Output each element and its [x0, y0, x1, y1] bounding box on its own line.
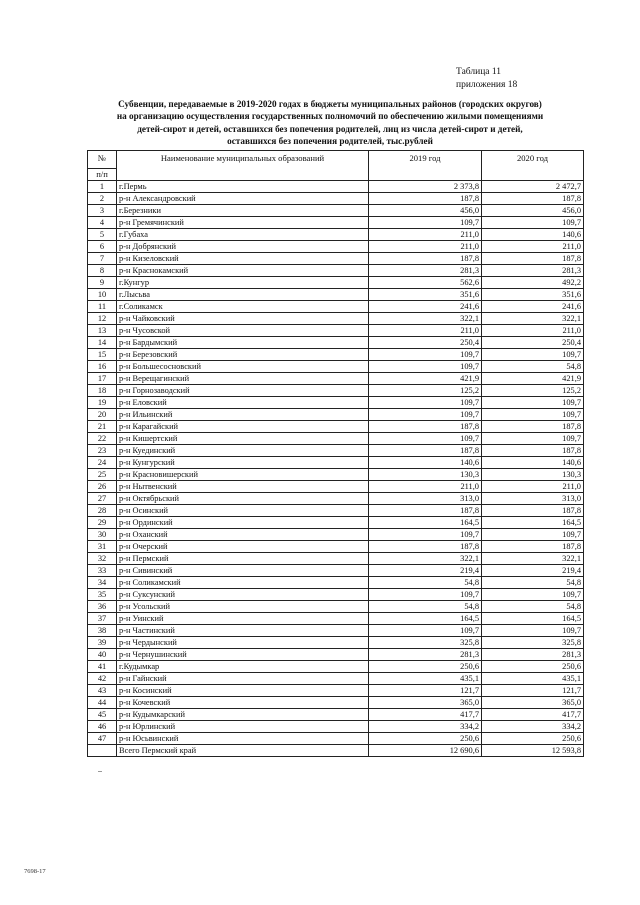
document-title — [92, 98, 568, 148]
table-row — [88, 265, 584, 277]
row-number: 12 — [88, 313, 117, 325]
row-number: 40 — [88, 649, 117, 661]
row-municipality: р-н Ильинский — [117, 409, 369, 421]
document-code: 7698-17 — [24, 868, 46, 875]
row-amount-2020: 187,8 — [482, 253, 584, 265]
row-number: 35 — [88, 589, 117, 601]
row-amount-2019: 2 373,8 — [369, 181, 482, 193]
row-amount-2019: 281,3 — [369, 649, 482, 661]
table-row — [88, 337, 584, 349]
row-municipality: г.Кунгур — [117, 277, 369, 289]
row-number: 21 — [88, 421, 117, 433]
row-number: 22 — [88, 433, 117, 445]
row-municipality: р-н Уинский — [117, 613, 369, 625]
row-amount-2020: 219,4 — [482, 565, 584, 577]
row-amount-2020: 187,8 — [482, 505, 584, 517]
row-amount-2019: 417,7 — [369, 709, 482, 721]
table-row — [88, 385, 584, 397]
row-number: 14 — [88, 337, 117, 349]
row-municipality: р-н Октябрьский — [117, 493, 369, 505]
row-amount-2019: 211,0 — [369, 325, 482, 337]
table-row — [88, 565, 584, 577]
row-amount-2019: 109,7 — [369, 625, 482, 637]
row-municipality: р-н Большесосновский — [117, 361, 369, 373]
table-row — [88, 253, 584, 265]
row-amount-2020: 54,8 — [482, 361, 584, 373]
row-amount-2020: 281,3 — [482, 265, 584, 277]
row-number: 24 — [88, 457, 117, 469]
table-row — [88, 457, 584, 469]
row-amount-2020: 54,8 — [482, 601, 584, 613]
row-municipality: г.Соликамск — [117, 301, 369, 313]
row-number: 1 — [88, 181, 117, 193]
row-number: 5 — [88, 229, 117, 241]
row-number: 42 — [88, 673, 117, 685]
row-amount-2019: 109,7 — [369, 433, 482, 445]
subsidy-table — [87, 150, 584, 757]
row-amount-2020: 109,7 — [482, 349, 584, 361]
row-amount-2019: 164,5 — [369, 517, 482, 529]
row-amount-2019: 109,7 — [369, 361, 482, 373]
row-amount-2019: 325,8 — [369, 637, 482, 649]
row-amount-2019: 130,3 — [369, 469, 482, 481]
row-amount-2020: 322,1 — [482, 313, 584, 325]
row-amount-2020: 109,7 — [482, 589, 584, 601]
table-row — [88, 613, 584, 625]
row-number: 9 — [88, 277, 117, 289]
row-municipality: р-н Карагайский — [117, 421, 369, 433]
row-amount-2019: 109,7 — [369, 409, 482, 421]
row-amount-2019: 187,8 — [369, 421, 482, 433]
table-row — [88, 397, 584, 409]
row-municipality: р-н Чайковский — [117, 313, 369, 325]
row-amount-2019: 322,1 — [369, 553, 482, 565]
row-amount-2020: 109,7 — [482, 397, 584, 409]
table-row — [88, 697, 584, 709]
row-amount-2020: 109,7 — [482, 217, 584, 229]
row-number: 23 — [88, 445, 117, 457]
row-number: 43 — [88, 685, 117, 697]
row-amount-2019: 109,7 — [369, 529, 482, 541]
row-municipality: г.Пермь — [117, 181, 369, 193]
table-row — [88, 505, 584, 517]
table-row — [88, 421, 584, 433]
row-municipality: р-н Нытвенский — [117, 481, 369, 493]
header-name: Наименование муниципальных образований — [117, 151, 369, 181]
row-amount-2020: 492,2 — [482, 277, 584, 289]
row-amount-2020: 187,8 — [482, 541, 584, 553]
table-row — [88, 685, 584, 697]
row-municipality: р-н Юсьвинский — [117, 733, 369, 745]
row-number: 11 — [88, 301, 117, 313]
row-number: 46 — [88, 721, 117, 733]
row-municipality: р-н Гайнский — [117, 673, 369, 685]
row-amount-2019: 187,8 — [369, 541, 482, 553]
row-number: 10 — [88, 289, 117, 301]
table-row — [88, 577, 584, 589]
row-amount-2020: 140,6 — [482, 229, 584, 241]
row-number: 28 — [88, 505, 117, 517]
row-amount-2019: 456,0 — [369, 205, 482, 217]
row-amount-2020: 187,8 — [482, 445, 584, 457]
row-amount-2019: 109,7 — [369, 589, 482, 601]
row-amount-2019: 164,5 — [369, 613, 482, 625]
title-line-4: оставшихся без попечения родителей, тыс.рублей — [227, 136, 433, 147]
row-number: 33 — [88, 565, 117, 577]
row-amount-2020: 351,6 — [482, 289, 584, 301]
table-row — [88, 373, 584, 385]
row-amount-2019: 351,6 — [369, 289, 482, 301]
row-municipality: р-н Еловский — [117, 397, 369, 409]
row-amount-2019: 121,7 — [369, 685, 482, 697]
table-row — [88, 589, 584, 601]
row-amount-2019: 109,7 — [369, 397, 482, 409]
row-amount-2019: 187,8 — [369, 505, 482, 517]
row-number: 6 — [88, 241, 117, 253]
row-municipality: р-н Верещагинский — [117, 373, 369, 385]
table-row — [88, 205, 584, 217]
table-row — [88, 517, 584, 529]
row-number: 41 — [88, 661, 117, 673]
row-municipality: р-н Березовский — [117, 349, 369, 361]
table-row — [88, 289, 584, 301]
row-municipality: р-н Сивинский — [117, 565, 369, 577]
table-number: Таблица 11 — [456, 67, 502, 77]
row-amount-2019: 562,6 — [369, 277, 482, 289]
row-number: 39 — [88, 637, 117, 649]
row-municipality: г.Березники — [117, 205, 369, 217]
row-amount-2019: 187,8 — [369, 445, 482, 457]
row-municipality: р-н Чердынский — [117, 637, 369, 649]
row-municipality: р-н Суксунский — [117, 589, 369, 601]
total-2020: 12 593,8 — [482, 745, 584, 757]
table-row — [88, 349, 584, 361]
row-amount-2020: 421,9 — [482, 373, 584, 385]
row-amount-2019: 211,0 — [369, 241, 482, 253]
table-body — [88, 181, 584, 757]
row-amount-2019: 334,2 — [369, 721, 482, 733]
row-number: 2 — [88, 193, 117, 205]
total-number — [88, 745, 117, 757]
row-number: 18 — [88, 385, 117, 397]
row-municipality: р-н Чусовской — [117, 325, 369, 337]
row-amount-2020: 250,6 — [482, 661, 584, 673]
table-row — [88, 529, 584, 541]
table-row — [88, 325, 584, 337]
row-amount-2019: 219,4 — [369, 565, 482, 577]
row-amount-2020: 241,6 — [482, 301, 584, 313]
margin-mark — [98, 771, 102, 772]
header-num: № — [88, 151, 117, 169]
row-number: 34 — [88, 577, 117, 589]
row-amount-2020: 109,7 — [482, 625, 584, 637]
title-line-2: на организацию осуществления государственных полномочий по обеспечению жилыми помещениями — [116, 111, 544, 122]
row-municipality: р-н Частинский — [117, 625, 369, 637]
appendix-number: приложения 18 — [456, 79, 518, 90]
table-row — [88, 481, 584, 493]
table-row — [88, 493, 584, 505]
row-municipality: р-н Осинский — [117, 505, 369, 517]
table-row — [88, 181, 584, 193]
table-row — [88, 649, 584, 661]
row-municipality: р-н Бардымский — [117, 337, 369, 349]
row-amount-2020: 365,0 — [482, 697, 584, 709]
row-municipality: р-н Соликамский — [117, 577, 369, 589]
row-amount-2020: 211,0 — [482, 241, 584, 253]
total-row — [88, 745, 584, 757]
table-row — [88, 277, 584, 289]
row-number: 7 — [88, 253, 117, 265]
table-row — [88, 553, 584, 565]
row-number: 44 — [88, 697, 117, 709]
table-row — [88, 445, 584, 457]
row-amount-2020: 417,7 — [482, 709, 584, 721]
header-num-sub: п/п — [88, 169, 117, 181]
row-number: 47 — [88, 733, 117, 745]
row-amount-2020: 313,0 — [482, 493, 584, 505]
row-number: 27 — [88, 493, 117, 505]
row-municipality: р-н Чернушинский — [117, 649, 369, 661]
table-row — [88, 637, 584, 649]
row-amount-2020: 109,7 — [482, 529, 584, 541]
row-amount-2019: 241,6 — [369, 301, 482, 313]
row-amount-2020: 109,7 — [482, 409, 584, 421]
table-row — [88, 625, 584, 637]
table-row — [88, 193, 584, 205]
row-municipality: р-н Кочевский — [117, 697, 369, 709]
row-amount-2019: 250,6 — [369, 661, 482, 673]
table-row — [88, 733, 584, 745]
row-number: 3 — [88, 205, 117, 217]
row-amount-2019: 187,8 — [369, 193, 482, 205]
row-amount-2020: 187,8 — [482, 421, 584, 433]
row-amount-2020: 250,6 — [482, 733, 584, 745]
row-municipality: р-н Горнозаводский — [117, 385, 369, 397]
row-number: 20 — [88, 409, 117, 421]
table-row — [88, 229, 584, 241]
row-municipality: р-н Кизеловский — [117, 253, 369, 265]
row-municipality: р-н Ординский — [117, 517, 369, 529]
row-number: 8 — [88, 265, 117, 277]
table-row — [88, 709, 584, 721]
row-municipality: р-н Косинский — [117, 685, 369, 697]
row-amount-2019: 250,6 — [369, 733, 482, 745]
row-municipality: р-н Александровский — [117, 193, 369, 205]
row-amount-2020: 54,8 — [482, 577, 584, 589]
row-amount-2019: 125,2 — [369, 385, 482, 397]
row-municipality: р-н Пермский — [117, 553, 369, 565]
row-number: 45 — [88, 709, 117, 721]
row-number: 37 — [88, 613, 117, 625]
row-amount-2020: 322,1 — [482, 553, 584, 565]
row-number: 13 — [88, 325, 117, 337]
row-amount-2019: 435,1 — [369, 673, 482, 685]
table-row — [88, 541, 584, 553]
table-row — [88, 361, 584, 373]
table-row — [88, 661, 584, 673]
row-amount-2020: 456,0 — [482, 205, 584, 217]
row-municipality: р-н Кунгурский — [117, 457, 369, 469]
table-row — [88, 433, 584, 445]
row-amount-2019: 322,1 — [369, 313, 482, 325]
table-row — [88, 241, 584, 253]
row-amount-2020: 281,3 — [482, 649, 584, 661]
row-amount-2020: 250,4 — [482, 337, 584, 349]
table-row — [88, 217, 584, 229]
row-amount-2019: 211,0 — [369, 481, 482, 493]
title-line-1: Субвенции, передаваемые в 2019-2020 годах в бюджеты муниципальных районов (городских округов) — [118, 99, 542, 109]
row-amount-2020: 164,5 — [482, 613, 584, 625]
row-amount-2019: 140,6 — [369, 457, 482, 469]
row-number: 31 — [88, 541, 117, 553]
total-2019: 12 690,6 — [369, 745, 482, 757]
table-row — [88, 409, 584, 421]
row-municipality: р-н Гремячинский — [117, 217, 369, 229]
row-number: 26 — [88, 481, 117, 493]
row-municipality: р-н Юрлинский — [117, 721, 369, 733]
row-amount-2019: 109,7 — [369, 349, 482, 361]
row-amount-2019: 54,8 — [369, 577, 482, 589]
row-municipality: р-н Оханский — [117, 529, 369, 541]
row-amount-2020: 325,8 — [482, 637, 584, 649]
row-amount-2019: 109,7 — [369, 217, 482, 229]
row-amount-2020: 211,0 — [482, 481, 584, 493]
row-number: 36 — [88, 601, 117, 613]
row-municipality: р-н Очерский — [117, 541, 369, 553]
row-number: 15 — [88, 349, 117, 361]
header-2020: 2020 год — [482, 151, 584, 181]
row-amount-2019: 211,0 — [369, 229, 482, 241]
row-number: 30 — [88, 529, 117, 541]
table-caption — [456, 66, 536, 91]
row-number: 17 — [88, 373, 117, 385]
row-amount-2020: 130,3 — [482, 469, 584, 481]
row-amount-2020: 121,7 — [482, 685, 584, 697]
total-label: Всего Пермский край — [117, 745, 369, 757]
row-number: 19 — [88, 397, 117, 409]
row-number: 4 — [88, 217, 117, 229]
row-amount-2019: 281,3 — [369, 265, 482, 277]
table-row — [88, 301, 584, 313]
table-row — [88, 313, 584, 325]
row-municipality: г.Кудымкар — [117, 661, 369, 673]
row-amount-2020: 211,0 — [482, 325, 584, 337]
row-amount-2020: 187,8 — [482, 193, 584, 205]
row-amount-2020: 334,2 — [482, 721, 584, 733]
row-amount-2019: 313,0 — [369, 493, 482, 505]
row-amount-2019: 365,0 — [369, 697, 482, 709]
row-municipality: р-н Добрянский — [117, 241, 369, 253]
row-municipality: р-н Усольский — [117, 601, 369, 613]
row-number: 29 — [88, 517, 117, 529]
table-row — [88, 601, 584, 613]
row-municipality: р-н Кудымкарский — [117, 709, 369, 721]
row-number: 32 — [88, 553, 117, 565]
row-amount-2020: 2 472,7 — [482, 181, 584, 193]
row-municipality: р-н Краснокамский — [117, 265, 369, 277]
header-2019: 2019 год — [369, 151, 482, 181]
row-number: 38 — [88, 625, 117, 637]
row-amount-2020: 140,6 — [482, 457, 584, 469]
table-row — [88, 673, 584, 685]
row-amount-2019: 187,8 — [369, 253, 482, 265]
row-municipality: г.Губаха — [117, 229, 369, 241]
row-municipality: р-н Красновишерский — [117, 469, 369, 481]
row-municipality: г.Лысьва — [117, 289, 369, 301]
table-row — [88, 721, 584, 733]
row-number: 16 — [88, 361, 117, 373]
row-municipality: р-н Куединский — [117, 445, 369, 457]
row-number: 25 — [88, 469, 117, 481]
table-row — [88, 469, 584, 481]
row-amount-2020: 435,1 — [482, 673, 584, 685]
row-municipality: р-н Кишертский — [117, 433, 369, 445]
row-amount-2019: 54,8 — [369, 601, 482, 613]
row-amount-2020: 125,2 — [482, 385, 584, 397]
row-amount-2019: 250,4 — [369, 337, 482, 349]
row-amount-2019: 421,9 — [369, 373, 482, 385]
row-amount-2020: 109,7 — [482, 433, 584, 445]
title-line-3: детей-сирот и детей, оставшихся без попечения родителей, лиц из числа детей-сирот и детей, — [137, 123, 523, 134]
row-amount-2020: 164,5 — [482, 517, 584, 529]
